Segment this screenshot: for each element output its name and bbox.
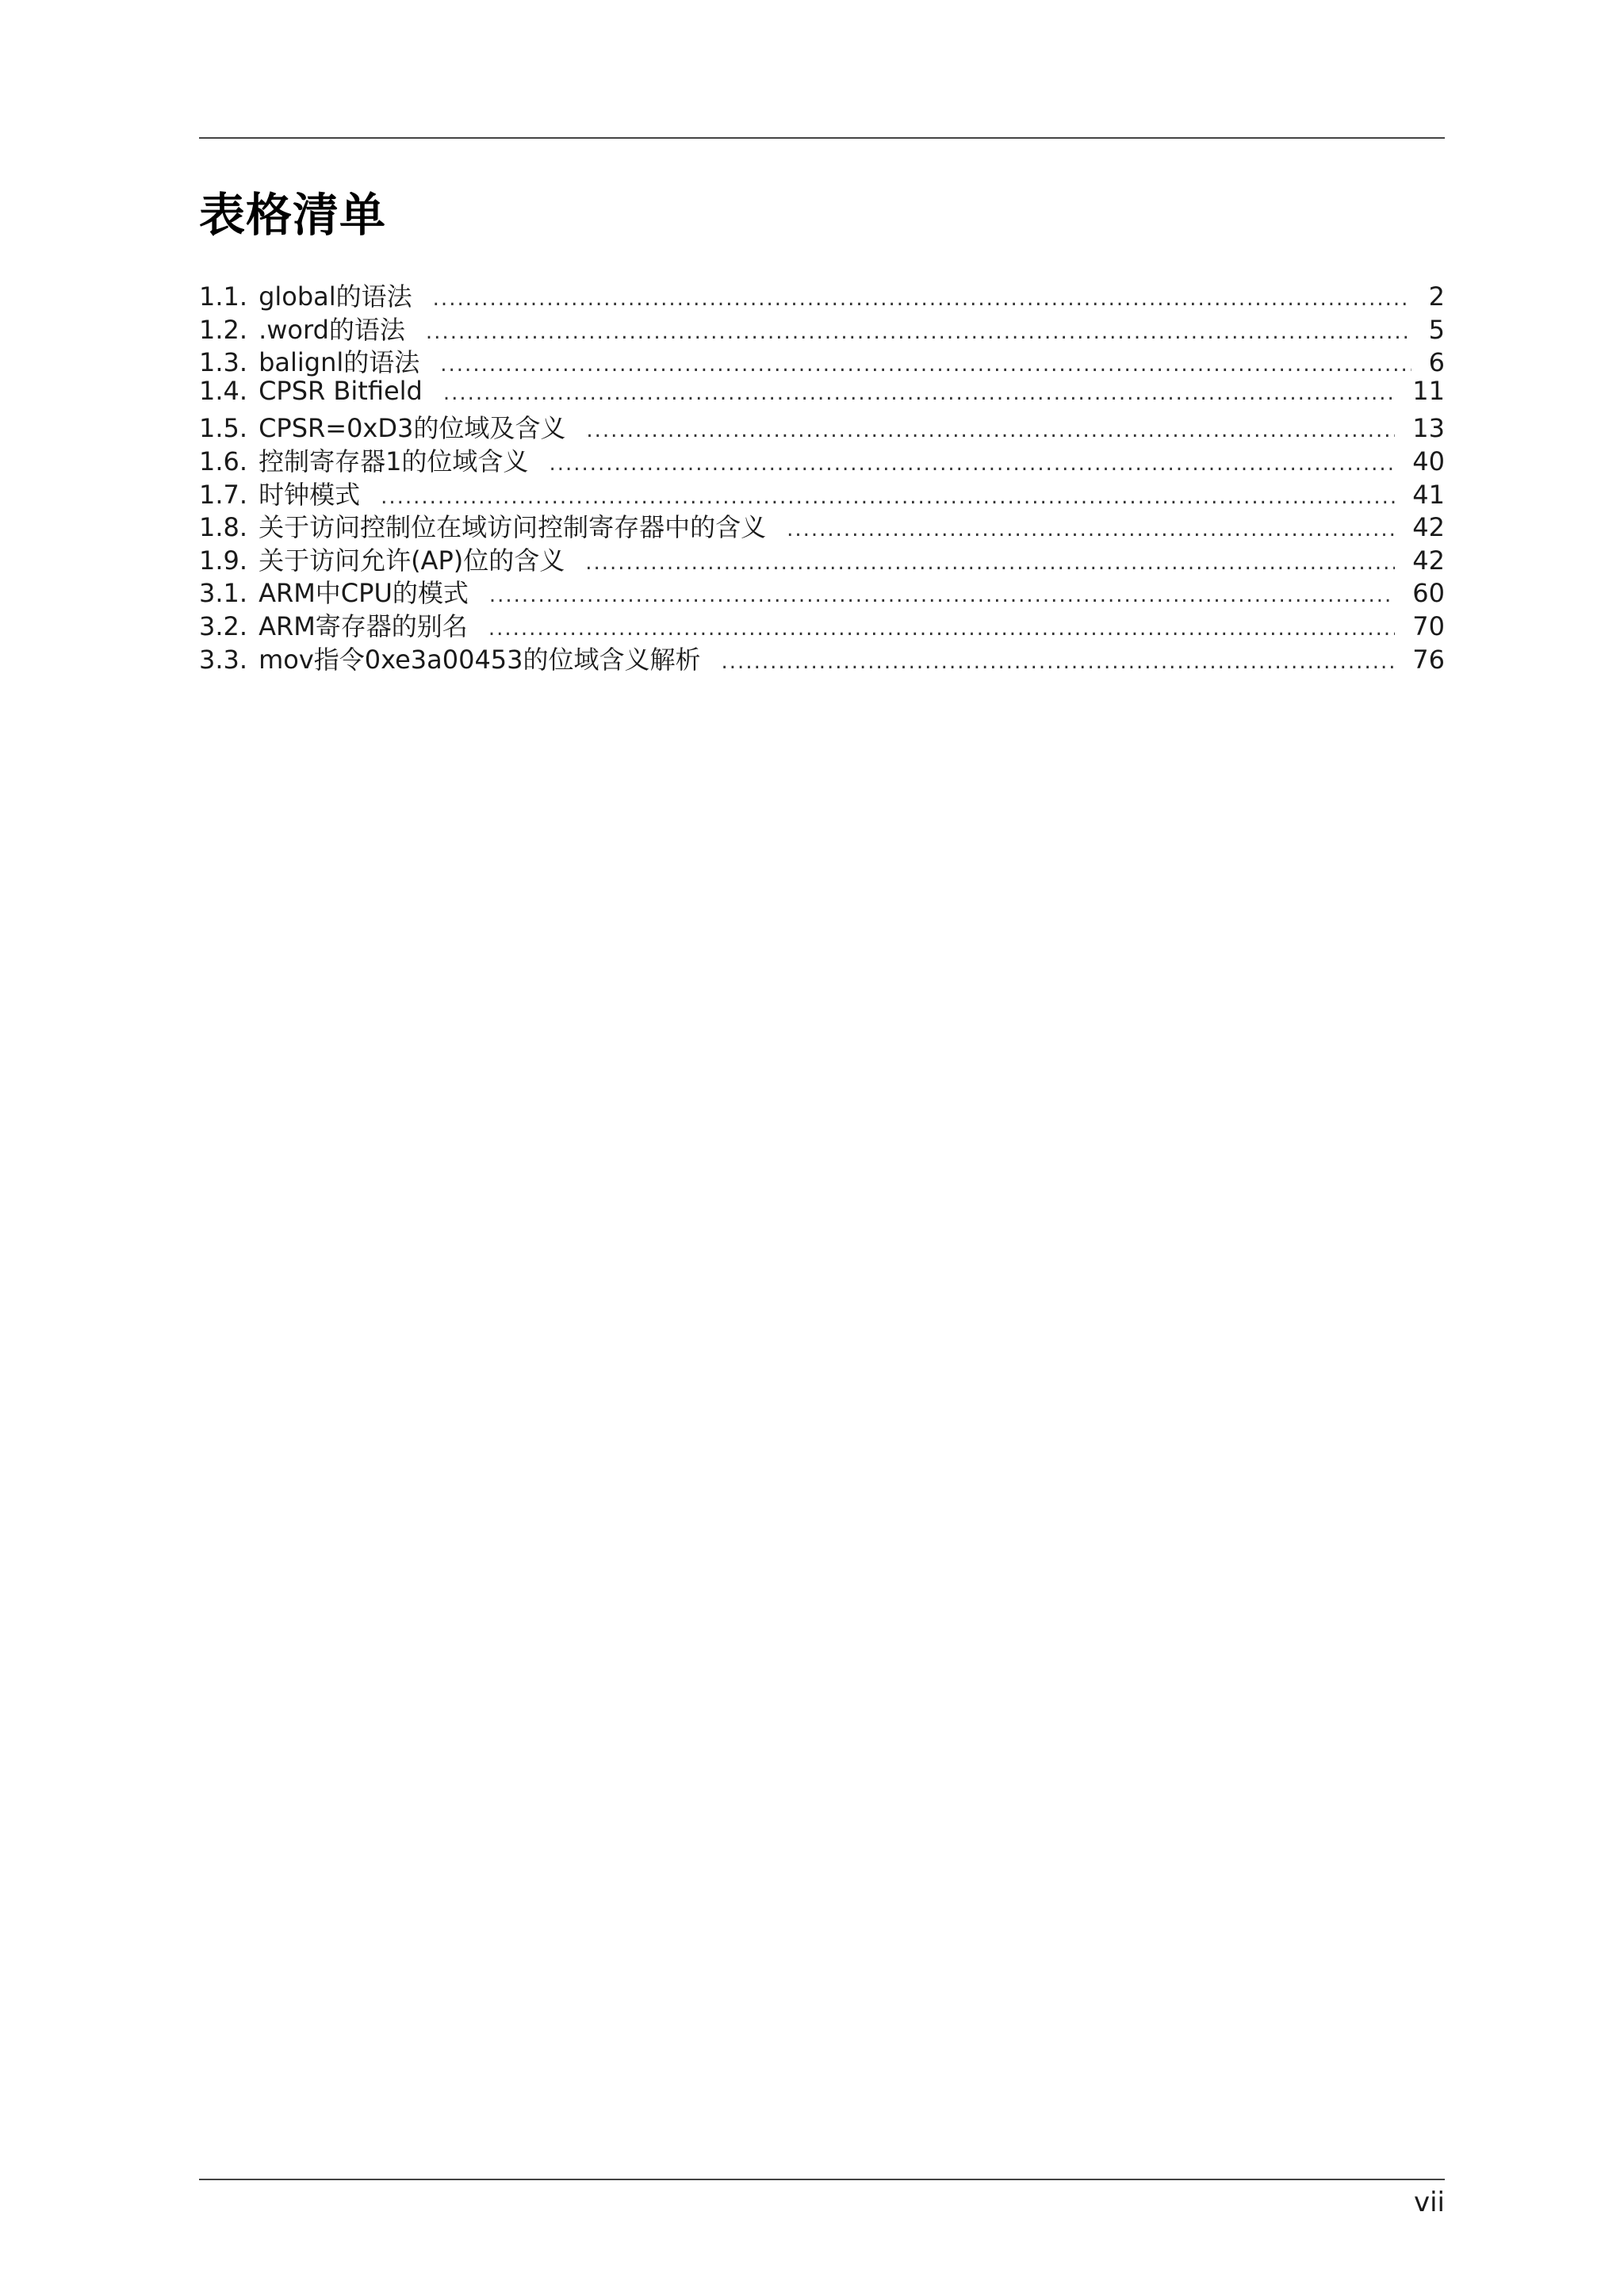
toc-entry[interactable] — [199, 408, 1445, 442]
toc-entry-page[interactable]: 70 — [1412, 610, 1445, 641]
toc-entry[interactable] — [199, 277, 1445, 310]
toc-entry[interactable] — [199, 573, 1445, 607]
toc-entry[interactable] — [199, 640, 1445, 673]
toc-entry-page[interactable]: 13 — [1412, 413, 1445, 444]
toc-entry-label[interactable]: 关于访问允许(AP)位的含义 — [259, 545, 565, 576]
toc-entry-number: 1.7. — [199, 479, 248, 510]
toc-entry[interactable] — [199, 475, 1445, 508]
table-list — [199, 277, 1445, 675]
dot-leader — [426, 320, 1411, 344]
toc-entry-number: 1.6. — [199, 446, 248, 476]
toc-entry-page[interactable]: 42 — [1412, 545, 1445, 576]
dot-leader — [433, 287, 1411, 311]
toc-entry-number: 1.4. — [199, 375, 248, 406]
dot-leader — [489, 584, 1395, 607]
dot-leader — [585, 551, 1395, 575]
toc-entry-number: 3.3. — [199, 644, 248, 675]
toc-entry-label[interactable]: 控制寄存器1的位域含义 — [259, 446, 529, 476]
toc-entry[interactable] — [199, 376, 1445, 409]
toc-entry-label[interactable]: .word的语法 — [259, 314, 405, 345]
toc-entry-page[interactable]: 5 — [1428, 314, 1445, 345]
toc-entry-label[interactable]: mov指令0xe3a00453的位域含义解析 — [259, 644, 701, 675]
page-number: vii — [1413, 2187, 1445, 2218]
toc-entry-page[interactable]: 6 — [1428, 347, 1445, 378]
toc-entry-number: 1.5. — [199, 413, 248, 444]
toc-entry-number: 3.1. — [199, 578, 248, 609]
dot-leader — [586, 419, 1395, 442]
toc-entry-page[interactable]: 42 — [1412, 512, 1445, 543]
toc-entry-label[interactable]: ARM中CPU的模式 — [259, 578, 469, 609]
toc-entry-page[interactable]: 2 — [1428, 281, 1445, 312]
toc-entry[interactable] — [199, 607, 1445, 640]
toc-entry-label[interactable]: balignl的语法 — [259, 347, 420, 378]
toc-entry[interactable] — [199, 442, 1445, 475]
dot-leader — [443, 381, 1395, 405]
header-rule — [199, 137, 1445, 139]
toc-entry-number: 1.9. — [199, 545, 248, 576]
toc-entry-number: 1.2. — [199, 314, 248, 345]
toc-entry[interactable] — [199, 507, 1445, 541]
toc-entry-number: 1.8. — [199, 512, 248, 543]
dot-leader — [787, 518, 1395, 541]
toc-entry-label[interactable]: ARM寄存器的别名 — [259, 610, 468, 641]
dot-leader — [440, 353, 1411, 377]
toc-entry-label[interactable]: CPSR=0xD3的位域及含义 — [259, 413, 566, 444]
toc-entry-number: 1.3. — [199, 347, 248, 378]
toc-entry-page[interactable]: 41 — [1412, 479, 1445, 510]
toc-entry[interactable] — [199, 541, 1445, 574]
dot-leader — [549, 452, 1395, 476]
toc-entry-label[interactable]: 关于访问控制位在域访问控制寄存器中的含义 — [259, 512, 767, 543]
toc-entry-number: 1.1. — [199, 281, 248, 312]
dot-leader — [381, 485, 1395, 509]
toc-entry-label[interactable]: CPSR Bitfield — [259, 375, 423, 406]
toc-entry-page[interactable]: 11 — [1412, 375, 1445, 406]
toc-entry-label[interactable]: 时钟模式 — [259, 479, 361, 510]
toc-entry[interactable] — [199, 342, 1445, 376]
toc-entry-page[interactable]: 60 — [1412, 578, 1445, 609]
toc-entry-label[interactable]: global的语法 — [259, 281, 412, 312]
toc-entry[interactable] — [199, 310, 1445, 343]
page-title: 表格清单 — [199, 188, 387, 242]
footer-rule — [199, 2179, 1445, 2180]
dot-leader — [488, 617, 1395, 641]
toc-entry-page[interactable]: 40 — [1412, 446, 1445, 476]
dot-leader — [722, 650, 1396, 674]
toc-entry-page[interactable]: 76 — [1412, 644, 1445, 675]
toc-entry-number: 3.2. — [199, 610, 248, 641]
